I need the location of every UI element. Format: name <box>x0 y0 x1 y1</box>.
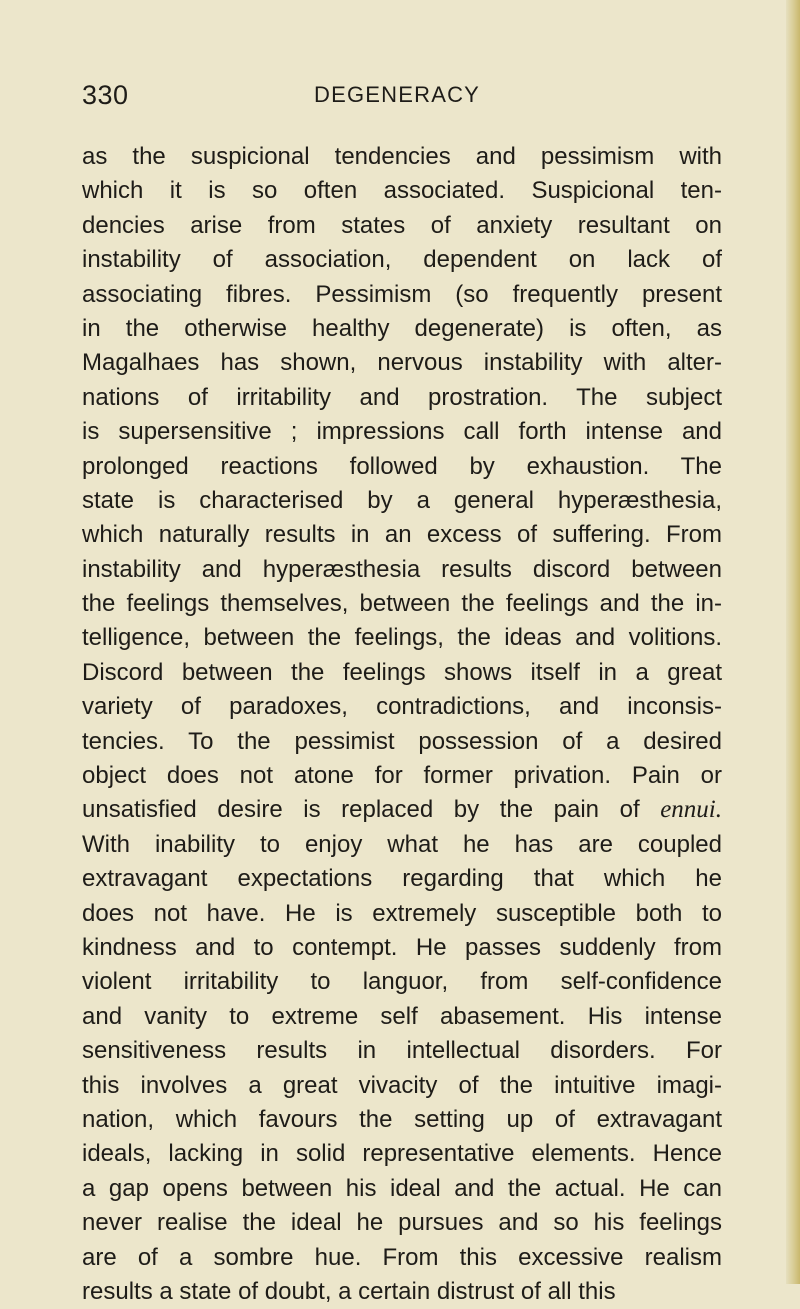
text-line: and vanity to extreme self abasement. His intense <box>82 1002 722 1030</box>
text-line: is supersensitive ; impressions call forth intense and <box>82 418 722 446</box>
text-line: violent irritability to languor, from self-confidence <box>82 968 722 996</box>
text-line: sensitiveness results in intellectual disorders. For <box>82 1037 722 1065</box>
text-line-lead: unsatisfied desire is replaced by the pain of <box>82 796 640 824</box>
text-line: are of a sombre hue. From this excessive realism <box>82 1243 722 1271</box>
text-line: associating fibres. Pessimism (so frequently present <box>82 280 722 308</box>
text-line: object does not atone for former privation. Pain or <box>82 762 722 790</box>
text-line: nation, which favours the setting up of extravagant <box>82 1105 722 1133</box>
text-line: in the otherwise healthy degenerate) is often, as <box>82 314 722 342</box>
text-line: the feelings themselves, between the feelings and the in- <box>82 590 722 618</box>
text-line: which naturally results in an excess of suffering. From <box>82 521 722 549</box>
text-line: never realise the ideal he pursues and so his feelings <box>82 1209 722 1237</box>
text-line-with-italic <box>82 793 722 827</box>
text-line: telligence, between the feelings, the ideas and volitions. <box>82 624 722 652</box>
text-line: With inability to enjoy what he has are coupled <box>82 830 722 858</box>
italic-word: ennui. <box>660 796 722 824</box>
text-line: nations of irritability and prostration. The subject <box>82 383 722 411</box>
text-line: prolonged reactions followed by exhaustion. The <box>82 452 722 480</box>
text-line: a gap opens between his ideal and the actual. He can <box>82 1174 722 1202</box>
text-line: tencies. To the pessimist possession of a desired <box>82 727 722 755</box>
page-header <box>82 80 722 120</box>
text-line: extravagant expectations regarding that which he <box>82 865 722 893</box>
page-number: 330 <box>82 80 129 110</box>
text-line: ideals, lacking in solid representative elements. Hence <box>82 1140 722 1168</box>
text-line: this involves a great vivacity of the intuitive imagi- <box>82 1071 722 1099</box>
text-line: variety of paradoxes, contradictions, and inconsis- <box>82 693 722 721</box>
text-line: dencies arise from states of anxiety resultant on <box>82 211 722 239</box>
page-edge-shading <box>786 0 800 1284</box>
text-line: results a state of doubt, a certain distrust of all this <box>82 1277 616 1305</box>
text-line: kindness and to contempt. He passes suddenly from <box>82 933 722 961</box>
text-line: does not have. He is extremely susceptible both to <box>82 899 722 927</box>
running-head: DEGENERACY <box>314 82 481 107</box>
body-text <box>82 140 722 1309</box>
text-line: instability of association, dependent on lack of <box>82 246 722 274</box>
text-line: Magalhaes has shown, nervous instability with alter- <box>82 349 722 377</box>
text-line: which it is so often associated. Suspicional ten- <box>82 177 722 205</box>
text-line: instability and hyperæsthesia results discord between <box>82 555 722 583</box>
text-line: state is characterised by a general hyperæsthesia, <box>82 486 722 514</box>
text-line: as the suspicional tendencies and pessimism with <box>82 143 722 170</box>
text-line: Discord between the feelings shows itself in a great <box>82 658 722 686</box>
